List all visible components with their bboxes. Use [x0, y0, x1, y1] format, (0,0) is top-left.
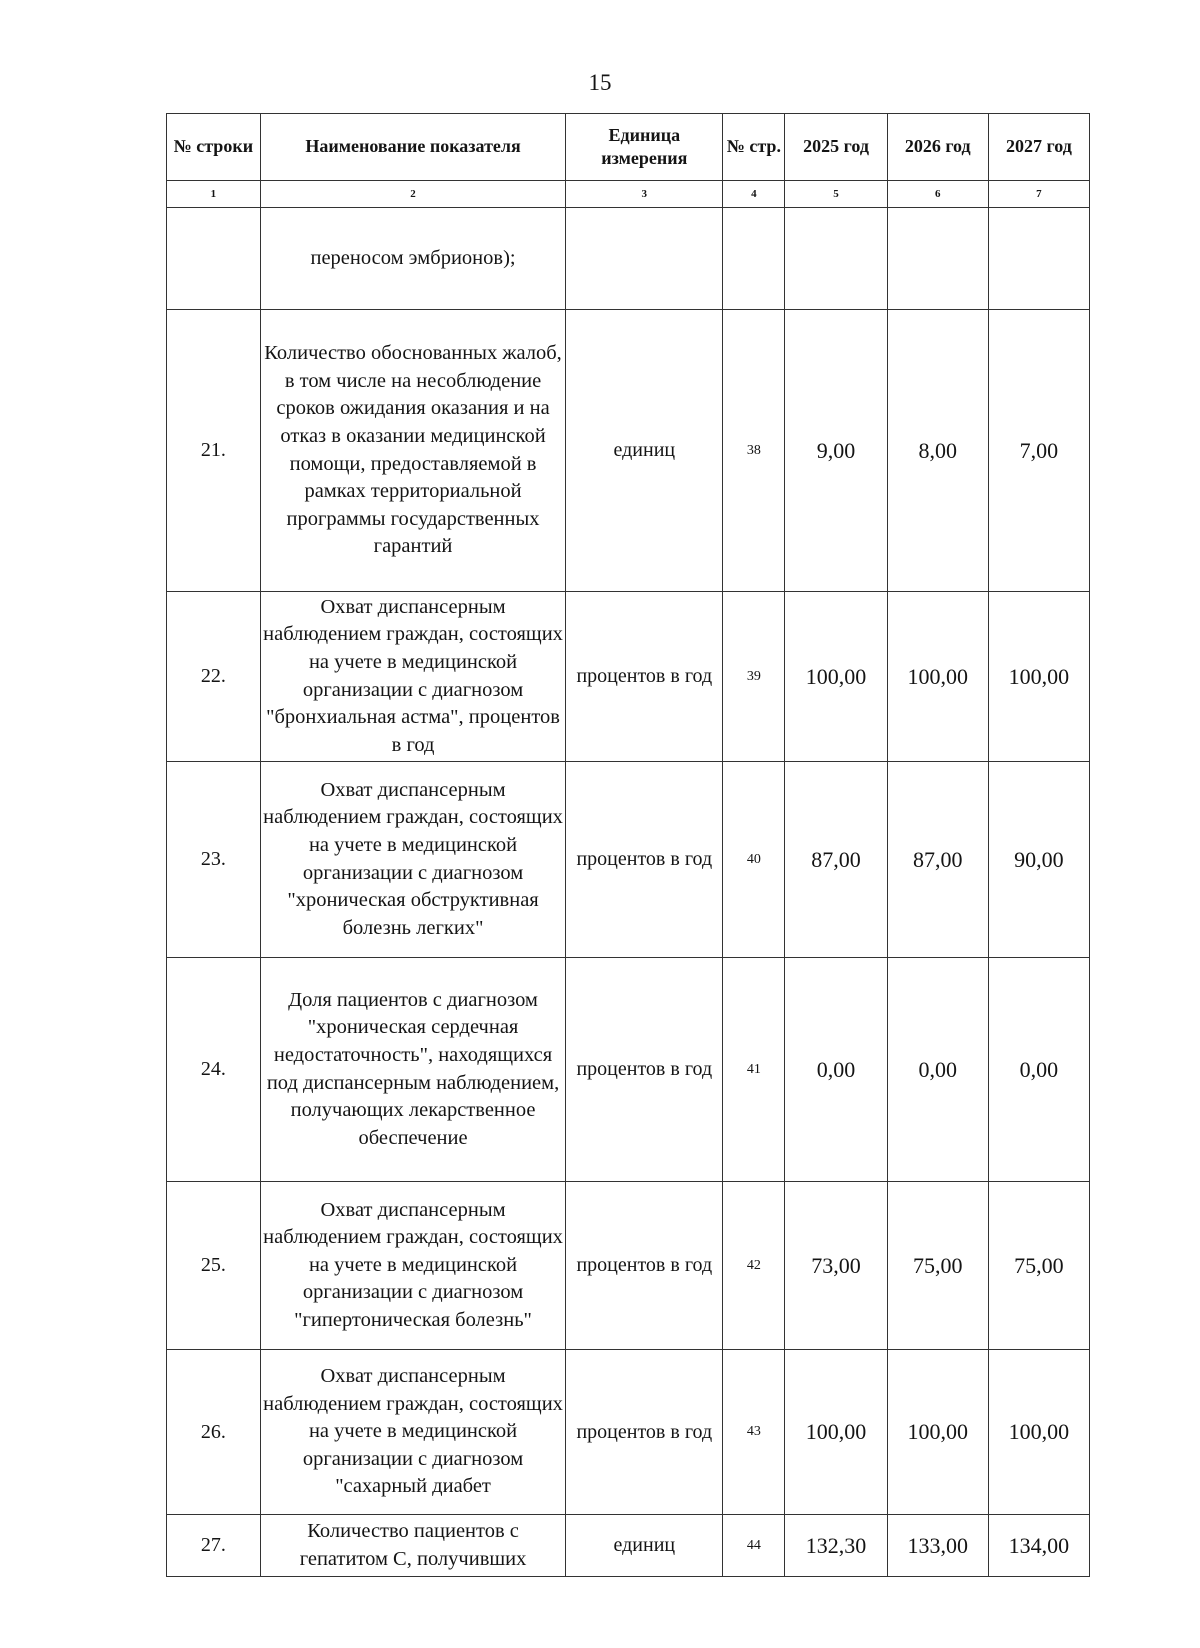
value-2026: 100,00	[887, 592, 988, 762]
value-2025: 132,30	[785, 1515, 887, 1577]
indicator-name: Количество обоснованных жалоб, в том числе на несоблюдение сроков ожидания оказания и на отказ в оказании медицинской помощи, предоставляемой в рамках территориальной программы государственных гарантий	[260, 310, 566, 592]
unit-cell: единиц	[566, 1515, 723, 1577]
header-indicator-name: Наименование показателя	[260, 114, 566, 181]
value-2026: 0,00	[887, 958, 988, 1182]
value-2027: 75,00	[988, 1182, 1089, 1350]
header-row	[167, 114, 1090, 181]
indicators-table	[166, 113, 1090, 1577]
value-2026	[887, 208, 988, 310]
column-number: 2	[260, 181, 566, 208]
value-2027: 0,00	[988, 958, 1089, 1182]
column-number: 4	[723, 181, 785, 208]
unit-cell: процентов в год	[566, 592, 723, 762]
table-row	[167, 1350, 1090, 1515]
line-number-cell: 41	[723, 958, 785, 1182]
indicator-name: Доля пациентов с диагнозом "хроническая сердечная недостаточность", находящихся под диспансерным наблюдением, получающих лекарственное обеспечение	[260, 958, 566, 1182]
value-2025: 9,00	[785, 310, 887, 592]
indicator-name: Охват диспансерным наблюдением граждан, состоящих на учете в медицинской организации с диагнозом "гипертоническая болезнь"	[260, 1182, 566, 1350]
indicator-name: переносом эмбрионов);	[260, 208, 566, 310]
page-number: 15	[588, 70, 612, 95]
value-2027: 100,00	[988, 1350, 1089, 1515]
header-year-2026: 2026 год	[887, 114, 988, 181]
unit-cell: процентов в год	[566, 958, 723, 1182]
column-number-row	[167, 181, 1090, 208]
header-line-number: № стр.	[723, 114, 785, 181]
row-number	[167, 208, 261, 310]
value-2026: 87,00	[887, 762, 988, 958]
value-2025: 100,00	[785, 592, 887, 762]
value-2027	[988, 208, 1089, 310]
value-2026: 133,00	[887, 1515, 988, 1577]
line-number-cell: 43	[723, 1350, 785, 1515]
line-number-cell: 44	[723, 1515, 785, 1577]
indicator-name: Количество пациентов с гепатитом С, получивших	[260, 1515, 566, 1577]
table-row	[167, 762, 1090, 958]
line-number-cell: 42	[723, 1182, 785, 1350]
line-number-cell	[723, 208, 785, 310]
table-row	[167, 1515, 1090, 1577]
header-year-2025: 2025 год	[785, 114, 887, 181]
row-number: 23.	[167, 762, 261, 958]
unit-cell: единиц	[566, 310, 723, 592]
value-2027: 100,00	[988, 592, 1089, 762]
row-number: 25.	[167, 1182, 261, 1350]
value-2025: 100,00	[785, 1350, 887, 1515]
table-row	[167, 208, 1090, 310]
line-number-cell: 40	[723, 762, 785, 958]
column-number: 6	[887, 181, 988, 208]
table-row	[167, 310, 1090, 592]
row-number: 24.	[167, 958, 261, 1182]
value-2026: 8,00	[887, 310, 988, 592]
column-number: 5	[785, 181, 887, 208]
unit-cell	[566, 208, 723, 310]
indicator-name: Охват диспансерным наблюдением граждан, состоящих на учете в медицинской организации с диагнозом "сахарный диабет	[260, 1350, 566, 1515]
table-row	[167, 958, 1090, 1182]
value-2027: 90,00	[988, 762, 1089, 958]
table-row	[167, 1182, 1090, 1350]
value-2026: 100,00	[887, 1350, 988, 1515]
column-number: 1	[167, 181, 261, 208]
row-number: 26.	[167, 1350, 261, 1515]
row-number: 27.	[167, 1515, 261, 1577]
indicator-name: Охват диспансерным наблюдением граждан, состоящих на учете в медицинской организации с диагнозом "бронхиальная астма", процентов в год	[260, 592, 566, 762]
line-number-cell: 38	[723, 310, 785, 592]
row-number: 21.	[167, 310, 261, 592]
value-2027: 134,00	[988, 1515, 1089, 1577]
value-2025: 0,00	[785, 958, 887, 1182]
header-row-number: № строки	[167, 114, 261, 181]
line-number-cell: 39	[723, 592, 785, 762]
column-number: 7	[988, 181, 1089, 208]
header-year-2027: 2027 год	[988, 114, 1089, 181]
row-number: 22.	[167, 592, 261, 762]
indicator-name: Охват диспансерным наблюдением граждан, состоящих на учете в медицинской организации с диагнозом "хроническая обструктивная болезнь легких"	[260, 762, 566, 958]
unit-cell: процентов в год	[566, 1182, 723, 1350]
value-2026: 75,00	[887, 1182, 988, 1350]
unit-cell: процентов в год	[566, 1350, 723, 1515]
value-2027: 7,00	[988, 310, 1089, 592]
unit-cell: процентов в год	[566, 762, 723, 958]
table-row	[167, 592, 1090, 762]
header-unit: Единица измерения	[566, 114, 723, 181]
column-number: 3	[566, 181, 723, 208]
value-2025: 73,00	[785, 1182, 887, 1350]
value-2025: 87,00	[785, 762, 887, 958]
value-2025	[785, 208, 887, 310]
